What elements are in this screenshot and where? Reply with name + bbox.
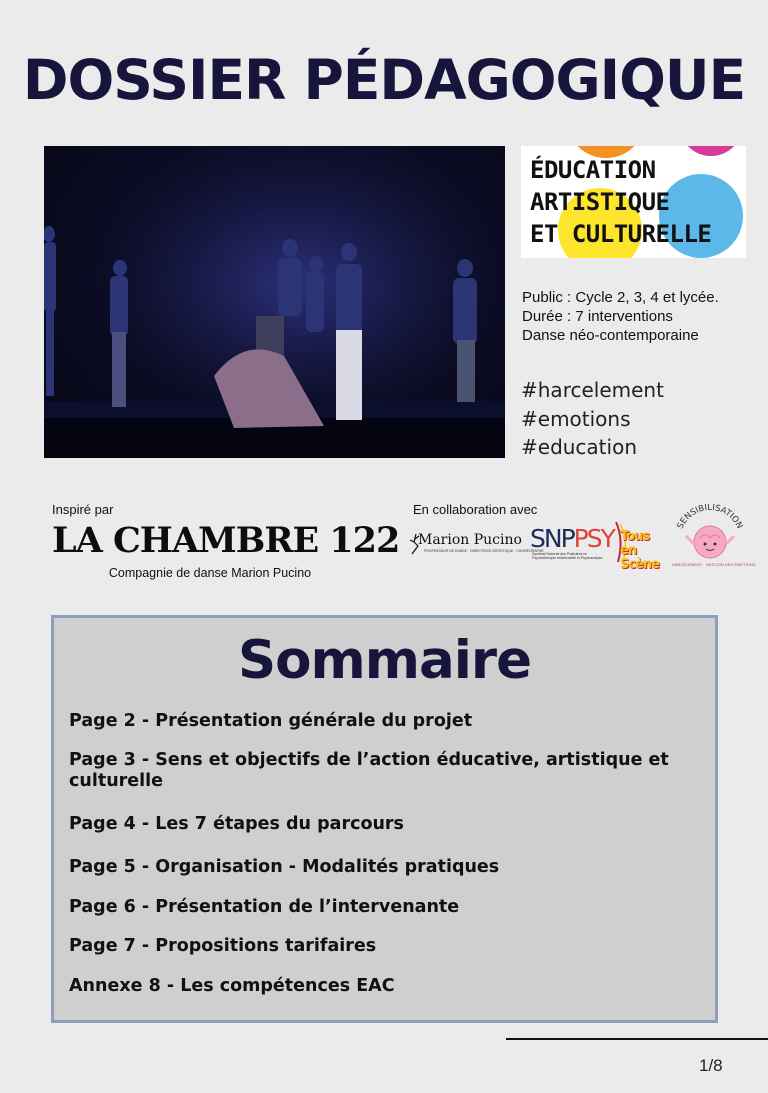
project-info <box>522 288 719 345</box>
snppsy-logo-part-a: SNP <box>530 524 574 553</box>
hashtag: #emotions <box>521 406 631 431</box>
eac-logo <box>521 146 746 258</box>
eac-line-3: ET CULTURELLE <box>530 220 712 248</box>
footer-divider <box>506 1038 768 1040</box>
brain-icon <box>694 526 726 558</box>
tous-en-scene-logo <box>612 518 668 570</box>
info-duree: Durée : 7 interventions <box>522 308 673 325</box>
inspired-label: Inspiré par <box>52 502 114 517</box>
sensib-logo-tagline: HARCÈLEMENT · GESTION DES ÉMOTIONS <box>672 562 756 567</box>
scene-logo-line-2: Scène <box>620 557 659 572</box>
info-public: Public : Cycle 2, 3, 4 et lycée. <box>522 289 719 306</box>
hashtag: #harcelement <box>521 378 664 402</box>
toc-item: Annexe 8 - Les compétences EAC <box>69 976 395 996</box>
hashtag: #education <box>521 435 637 459</box>
toc-item: Page 7 - Propositions tarifaires <box>69 936 377 956</box>
document-title: DOSSIER PÉDAGOGIQUE <box>22 48 746 112</box>
toc-item: Page 6 - Présentation de l’intervenante <box>69 897 460 917</box>
inspired-subtitle: Compagnie de danse Marion Pucino <box>108 566 312 580</box>
scene-logo-line-1: Tous en <box>620 529 650 558</box>
sensib-logo-arc: SENSIBILISATION <box>675 502 745 531</box>
toc-item: Page 2 - Présentation générale du projet <box>69 711 473 731</box>
marion-pucino-logo <box>410 530 544 560</box>
dance-performance-photo <box>44 146 505 458</box>
snppsy-logo <box>530 524 614 568</box>
table-of-contents <box>51 615 718 1023</box>
toc-heading: Sommaire <box>237 630 532 691</box>
collaboration-label: En collaboration avec <box>413 502 538 517</box>
eac-line-1: ÉDUCATION <box>530 156 656 184</box>
snppsy-logo-tagline: Syndicat National des Praticiens en Psychothérapie relationnelle et Psychanalyse <box>532 552 603 560</box>
marion-logo-tagline: PROFESSEUR DE DANSE · DIRECTRICE ARTISTIQUE · CHORÉGRAPHE <box>424 549 544 553</box>
snppsy-logo-part-b: PSY <box>573 524 614 553</box>
page-number: 1/8 <box>699 1056 723 1075</box>
inspired-title: LA CHAMBRE 122 <box>52 520 400 561</box>
sensibilisation-logo <box>672 500 756 576</box>
toc-item: Page 4 - Les 7 étapes du parcours <box>69 814 404 834</box>
info-style: Danse néo-contemporaine <box>522 327 699 344</box>
toc-item: Page 5 - Organisation - Modalités pratiques <box>69 857 500 877</box>
hashtags <box>521 376 664 462</box>
eac-line-2: ARTISTIQUE <box>530 188 670 216</box>
marion-logo-name: Marion Pucino <box>418 532 522 548</box>
toc-item: Page 3 - Sens et objectifs de l’action éducative, artistique et culturelle <box>69 750 669 791</box>
